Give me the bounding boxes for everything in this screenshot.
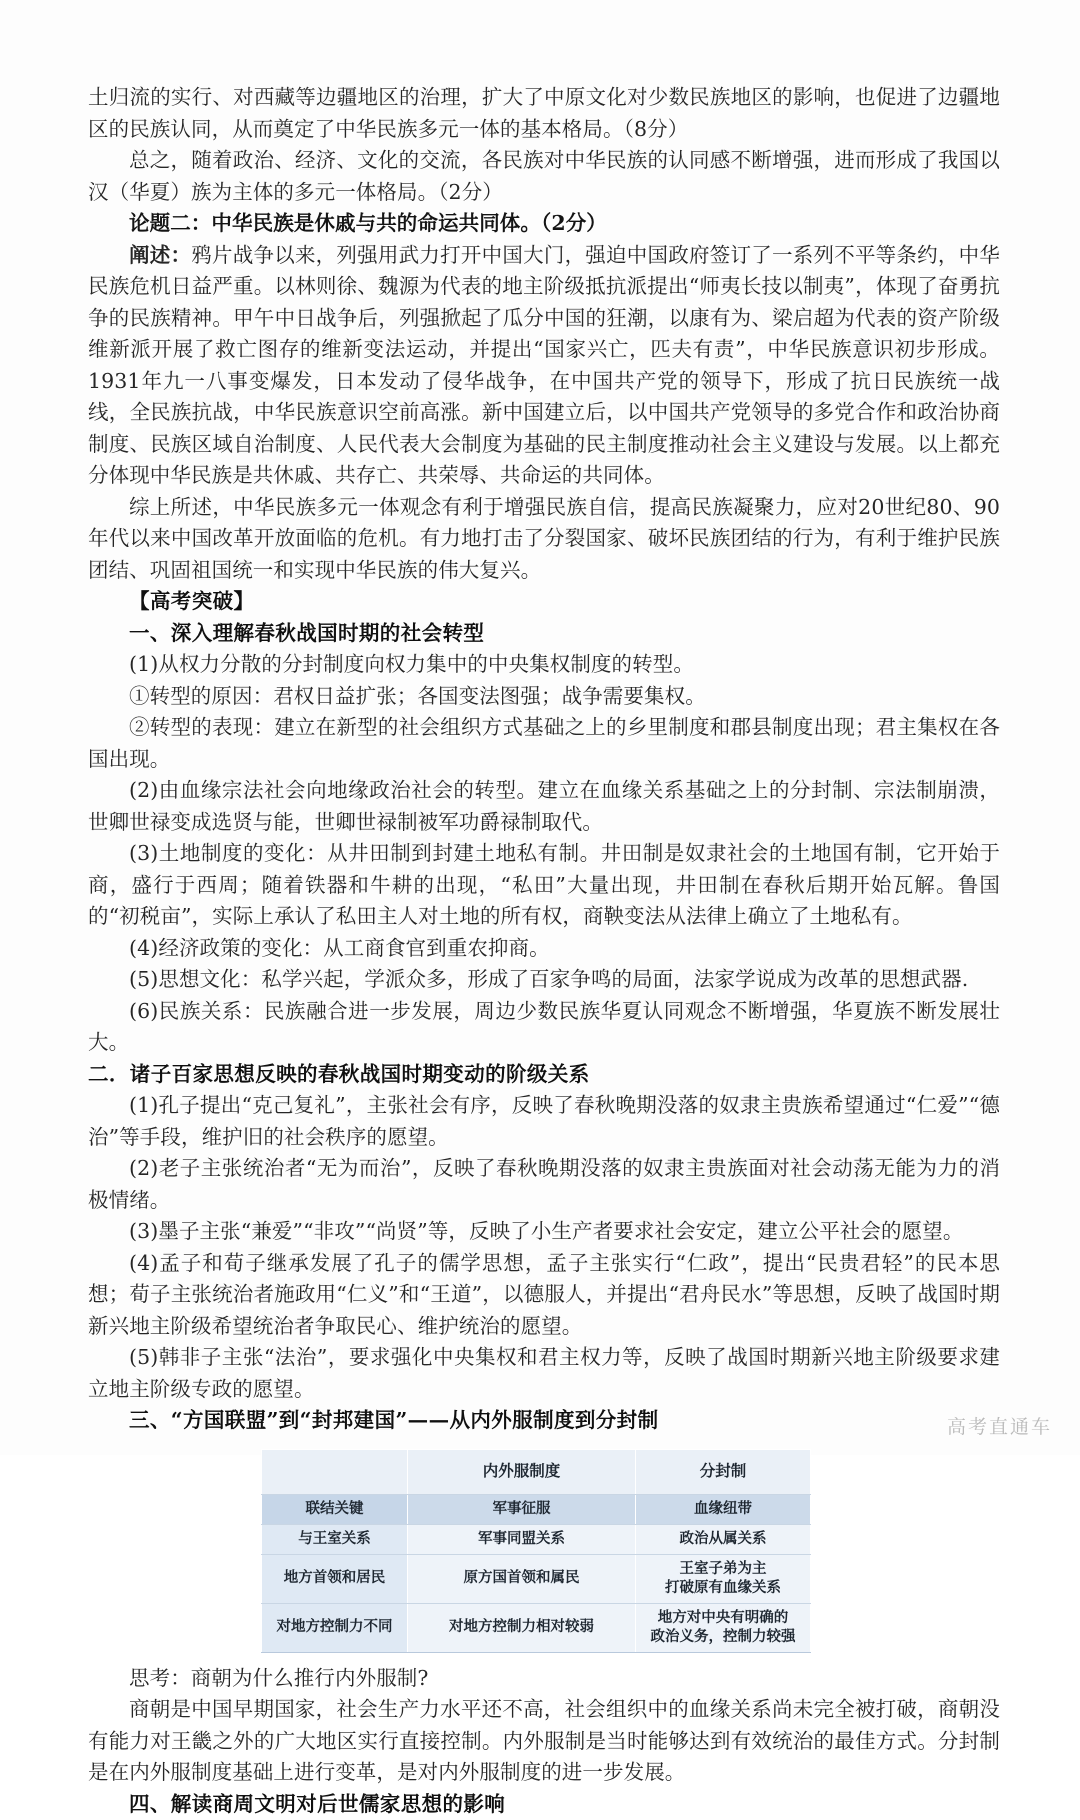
cell-line: 打破原有血缘关系 <box>640 1579 806 1598</box>
table-cell <box>636 1603 811 1652</box>
table-row <box>262 1603 811 1652</box>
paragraph: (6)民族关系：民族融合进一步发展，周边少数民族华夏认同观念不断增强，华夏族不断发展壮大。 <box>88 996 1000 1059</box>
paragraph: (4)孟子和荀子继承发展了孔子的儒学思想，孟子主张实行“仁政”，提出“民贵君轻”的民本思想；荀子主张统治者施政用“仁义”和“王道”，以德服人，并提出“君舟民水”等思想，反映了战国时期新兴地主阶级希望统治者争取民心、维护统治的愿望。 <box>88 1248 1000 1343</box>
paragraph: 土归流的实行、对西藏等边疆地区的治理，扩大了中原文化对少数民族地区的影响，也促进了边疆地区的民族认同，从而奠定了中华民族多元一体的基本格局。（8分） <box>88 82 1000 145</box>
paragraph: (2)老子主张统治者“无为而治”，反映了春秋晚期没落的奴隶主贵族面对社会动荡无能为力的消极情绪。 <box>88 1153 1000 1216</box>
exposition-body: 鸦片战争以来，列强用武力打开中国大门，强迫中国政府签订了一系列不平等条约，中华民族危机日益严重。以林则徐、魏源为代表的地主阶级抵抗派提出“师夷长技以制夷”，体现了奋勇抗争的民族精神。甲午中日战争后，列强掀起了瓜分中国的狂潮，以康有为、梁启超为代表的资产阶级维新派开展了救亡图存的维新变法运动，并提出“国家兴亡，匹夫有责”，中华民族意识初步形成。1931年九一八事变爆发，日本发动了侵华战争，在中国共产党的领导下，形成了抗日民族统一战线，全民族抗战，中华民族意识空前高涨。新中国建立后，以中国共产党领导的多党合作和政治协商制度、民族区域自治制度、人民代表大会制度为基础的民主制度推动社会主义建设与发展。以上都充分体现中华民族是共休戚、共存亡、共荣辱、共命运的共同体。 <box>88 243 1000 488</box>
cell-line: 政治从属关系 <box>640 1530 806 1549</box>
table-cell <box>408 1494 636 1524</box>
table-row-label: 地方首领和居民 <box>262 1554 408 1603</box>
cell-line: 军事征服 <box>412 1500 631 1519</box>
paragraph: (1)孔子提出“克己复礼”，主张社会有序，反映了春秋晚期没落的奴隶主贵族希望通过“仁爱”“德治”等手段，维护旧的社会秩序的愿望。 <box>88 1090 1000 1153</box>
section-heading-1: 一、深入理解春秋战国时期的社会转型 <box>88 618 1000 650</box>
paragraph: (5)思想文化：私学兴起，学派众多，形成了百家争鸣的局面，法家学说成为改革的思想武器. <box>88 964 1000 996</box>
table-header-cell-fengjian: 分封制 <box>636 1449 811 1494</box>
table-cell <box>408 1524 636 1554</box>
table-row-label: 与王室关系 <box>262 1524 408 1554</box>
table-row-label: 对地方控制力不同 <box>262 1603 408 1652</box>
cell-line: 血缘纽带 <box>640 1500 806 1519</box>
cell-line: 地方对中央有明确的 <box>640 1609 806 1628</box>
table-cell <box>636 1494 811 1524</box>
table-header-cell-neiwaifu: 内外服制度 <box>408 1449 636 1494</box>
table-row <box>262 1554 811 1603</box>
table-row <box>262 1524 811 1554</box>
paragraph: (5)韩非子主张“法治”，要求强化中央集权和君主权力等，反映了战国时期新兴地主阶级要求建立地主阶级专政的愿望。 <box>88 1342 1000 1405</box>
table-cell <box>408 1554 636 1603</box>
section-heading-4: 四、解读商周文明对后世儒家思想的影响 <box>88 1789 1000 1820</box>
cell-line: 对地方控制力相对较弱 <box>412 1618 631 1637</box>
table-cell <box>408 1603 636 1652</box>
cell-line: 军事同盟关系 <box>412 1530 631 1549</box>
comparison-table-wrapper <box>88 1449 1000 1653</box>
comparison-table <box>261 1449 811 1653</box>
paragraph-exposition <box>88 240 1000 492</box>
paragraph-question: 思考：商朝为什么推行内外服制? <box>88 1663 1000 1695</box>
paragraph: 综上所述，中华民族多元一体观念有利于增强民族自信，提高民族凝聚力，应对20世纪80、90年代以来中国改革开放面临的危机。有力地打击了分裂国家、破坏民族团结的行为，有利于维护民族团结、巩固祖国统一和实现中华民族的伟大复兴。 <box>88 492 1000 587</box>
section-bracket-heading: 【高考突破】 <box>88 586 1000 618</box>
table-cell <box>636 1554 811 1603</box>
exposition-lead: 阐述： <box>129 243 191 267</box>
table-cell <box>636 1524 811 1554</box>
table-row-label: 联结关键 <box>262 1494 408 1524</box>
paragraph: ②转型的表现：建立在新型的社会组织方式基础之上的乡里制度和郡县制度出现；君主集权在各国出现。 <box>88 712 1000 775</box>
paragraph: (1)从权力分散的分封制度向权力集中的中央集权制度的转型。 <box>88 649 1000 681</box>
table-row <box>262 1494 811 1524</box>
paragraph: ①转型的原因：君权日益扩张；各国变法图强；战争需要集权。 <box>88 681 1000 713</box>
table-header-row <box>262 1449 811 1494</box>
document-body <box>88 82 1000 1820</box>
paragraph: (3)土地制度的变化：从井田制到封建土地私有制。井田制是奴隶社会的土地国有制，它开始于商，盛行于西周；随着铁器和牛耕的出现，“私田”大量出现，井田制在春秋后期开始瓦解。鲁国的“初税亩”，实际上承认了私田主人对土地的所有权，商鞅变法从法律上确立了土地私有。 <box>88 838 1000 933</box>
paragraph: 商朝是中国早期国家，社会生产力水平还不高，社会组织中的血缘关系尚未完全被打破，商朝没有能力对王畿之外的广大地区实行直接控制。内外服制是当时能够达到有效统治的最佳方式。分封制是在内外服制度基础上进行变革，是对内外服制度的进一步发展。 <box>88 1694 1000 1789</box>
paragraph: (4)经济政策的变化：从工商食官到重农抑商。 <box>88 933 1000 965</box>
cell-line: 政治义务，控制力较强 <box>640 1628 806 1647</box>
section-heading-3: 三、“方国联盟”到“封邦建国”——从内外服制度到分封制 <box>88 1405 1000 1437</box>
cell-line: 王室子弟为主 <box>640 1560 806 1579</box>
cell-line: 原方国首领和属民 <box>412 1569 631 1588</box>
table-header-cell-blank <box>262 1449 408 1494</box>
section-heading-2: 二．诸子百家思想反映的春秋战国时期变动的阶级关系 <box>88 1059 1000 1091</box>
watermark-label: 高考直通车 <box>947 1412 1052 1439</box>
paragraph: (2)由血缘宗法社会向地缘政治社会的转型。建立在血缘关系基础之上的分封制、宗法制崩溃，世卿世禄变成选贤与能，世卿世禄制被军功爵禄制取代。 <box>88 775 1000 838</box>
paragraph: (3)墨子主张“兼爱”“非攻”“尚贤”等，反映了小生产者要求社会安定，建立公平社会的愿望。 <box>88 1216 1000 1248</box>
topic-heading-2: 论题二：中华民族是休戚与共的命运共同体。（2分） <box>88 208 1000 240</box>
paragraph: 总之，随着政治、经济、文化的交流，各民族对中华民族的认同感不断增强，进而形成了我国以汉（华夏）族为主体的多元一体格局。（2分） <box>88 145 1000 208</box>
